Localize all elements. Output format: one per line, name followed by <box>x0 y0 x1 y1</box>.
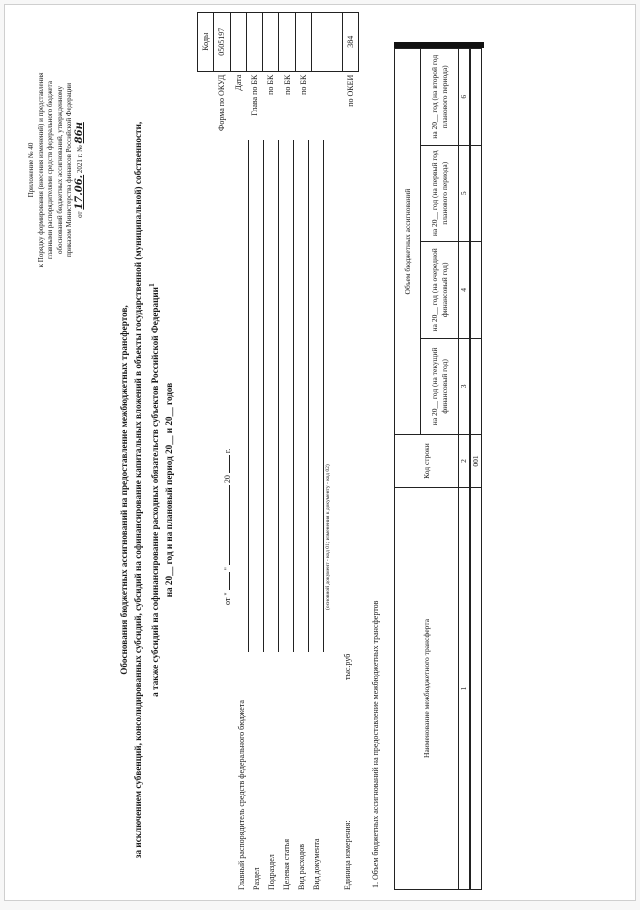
field-podrazdel-line <box>278 140 279 652</box>
form-date-line: от " " 20 г. <box>223 448 232 605</box>
appendix-line: главными распорядителями средств федерального бюджета <box>46 81 54 259</box>
col-num-5: 5 <box>459 145 471 242</box>
col-name-header: Наименование межбюджетного трансферта <box>395 487 459 889</box>
col-num-4: 4 <box>459 242 471 339</box>
field-razdel-line <box>263 140 264 652</box>
code-bk <box>279 12 295 71</box>
unit-value: тыс.руб <box>343 653 352 680</box>
col-num-1: 1 <box>459 487 471 889</box>
appendix-note <box>27 20 85 320</box>
codes-header: Коды <box>198 12 214 71</box>
field-doc-type: Вид документа <box>312 838 321 890</box>
row-value-cell <box>470 242 482 339</box>
field-podrazdel: Подраздел <box>267 854 276 890</box>
unit-label: Единица измерения: <box>343 820 352 890</box>
form-title: Обоснования бюджетных ассигнований на предоставление межбюджетных трансфертов, за исключением субвенций, консолидированных субсидий, субсидий на софинансирование капитальных вложений в объекты государственной (муниципальной) собственности, а также субсидий на софинансирование расходных обязательств субъектов Российской Федерации$^1$ на 20__ год и на плановый период 20__ и 20__ годов <box>119 121 175 859</box>
doc-type-hint: (основной документ - код 01; изменения к документу - код 02) <box>325 464 331 610</box>
field-target-article: Целевая статья <box>282 838 291 890</box>
field-razdel: Раздел <box>252 867 261 890</box>
rotated-form <box>5 5 640 910</box>
field-expense-type: Вид расходов <box>297 844 306 890</box>
col-plan-year2: на 20__ год (на второй год планового периода) <box>421 49 459 146</box>
code-bk <box>263 12 279 71</box>
appendix-line: обоснований бюджетных ассигнований, утвержденному <box>55 86 64 254</box>
field-expense-type-line <box>308 140 309 652</box>
handwritten-number: 86н <box>73 122 85 144</box>
col-code-header: Код строки <box>395 435 459 488</box>
row-value-cell <box>470 145 482 242</box>
appendix-date: от 17.06. 2021 г. № 86н <box>73 122 85 218</box>
col-num-2: 2 <box>459 435 471 488</box>
field-grbs-line <box>248 140 249 652</box>
code-empty <box>312 12 343 71</box>
code-okud: 0505197 <box>214 12 230 71</box>
code-bk <box>295 12 311 71</box>
code-glava <box>246 12 262 71</box>
appendix-number: Приложение № 40 <box>27 142 35 198</box>
transfers-table <box>394 48 482 890</box>
col-next-year: на 20__ год (на очередной финансовый год) <box>421 242 459 339</box>
row-name-cell <box>470 487 482 889</box>
col-num-6: 6 <box>459 49 471 146</box>
field-target-article-line <box>293 140 294 652</box>
code-okei: 384 <box>343 12 359 71</box>
appendix-line: к Порядку формирования (внесения изменений) и представления <box>36 72 45 268</box>
appendix-line: приказом Министерства финансов Российской Федерации <box>65 83 73 257</box>
field-grbs: Главный распорядитель средств федерального бюджета <box>237 700 246 890</box>
col-plan-year1: на 20__ год (на первый год планового периода) <box>421 145 459 242</box>
document-page <box>4 4 636 901</box>
col-num-3: 3 <box>459 338 471 435</box>
handwritten-date: 17.06. <box>73 174 85 210</box>
col-current-year: на 20__ год (на текущий финансовый год) <box>421 338 459 435</box>
codes-table: Коды Форма по ОКУД 0505197 Дата Глава по БК по БК по БК по БК по ОКЕИ 384 <box>197 12 359 134</box>
group-header: Объем бюджетных ассигнований <box>395 49 421 435</box>
field-doc-type-line <box>323 140 324 652</box>
row-value-cell <box>470 338 482 435</box>
code-date <box>230 12 246 71</box>
table-edge-bar <box>394 42 484 48</box>
row-code-cell: 001 <box>470 435 482 488</box>
row-value-cell <box>470 49 482 146</box>
section-title: 1. Объем бюджетных ассигнований на предоставление межбюджетных трансфертов <box>371 600 380 888</box>
